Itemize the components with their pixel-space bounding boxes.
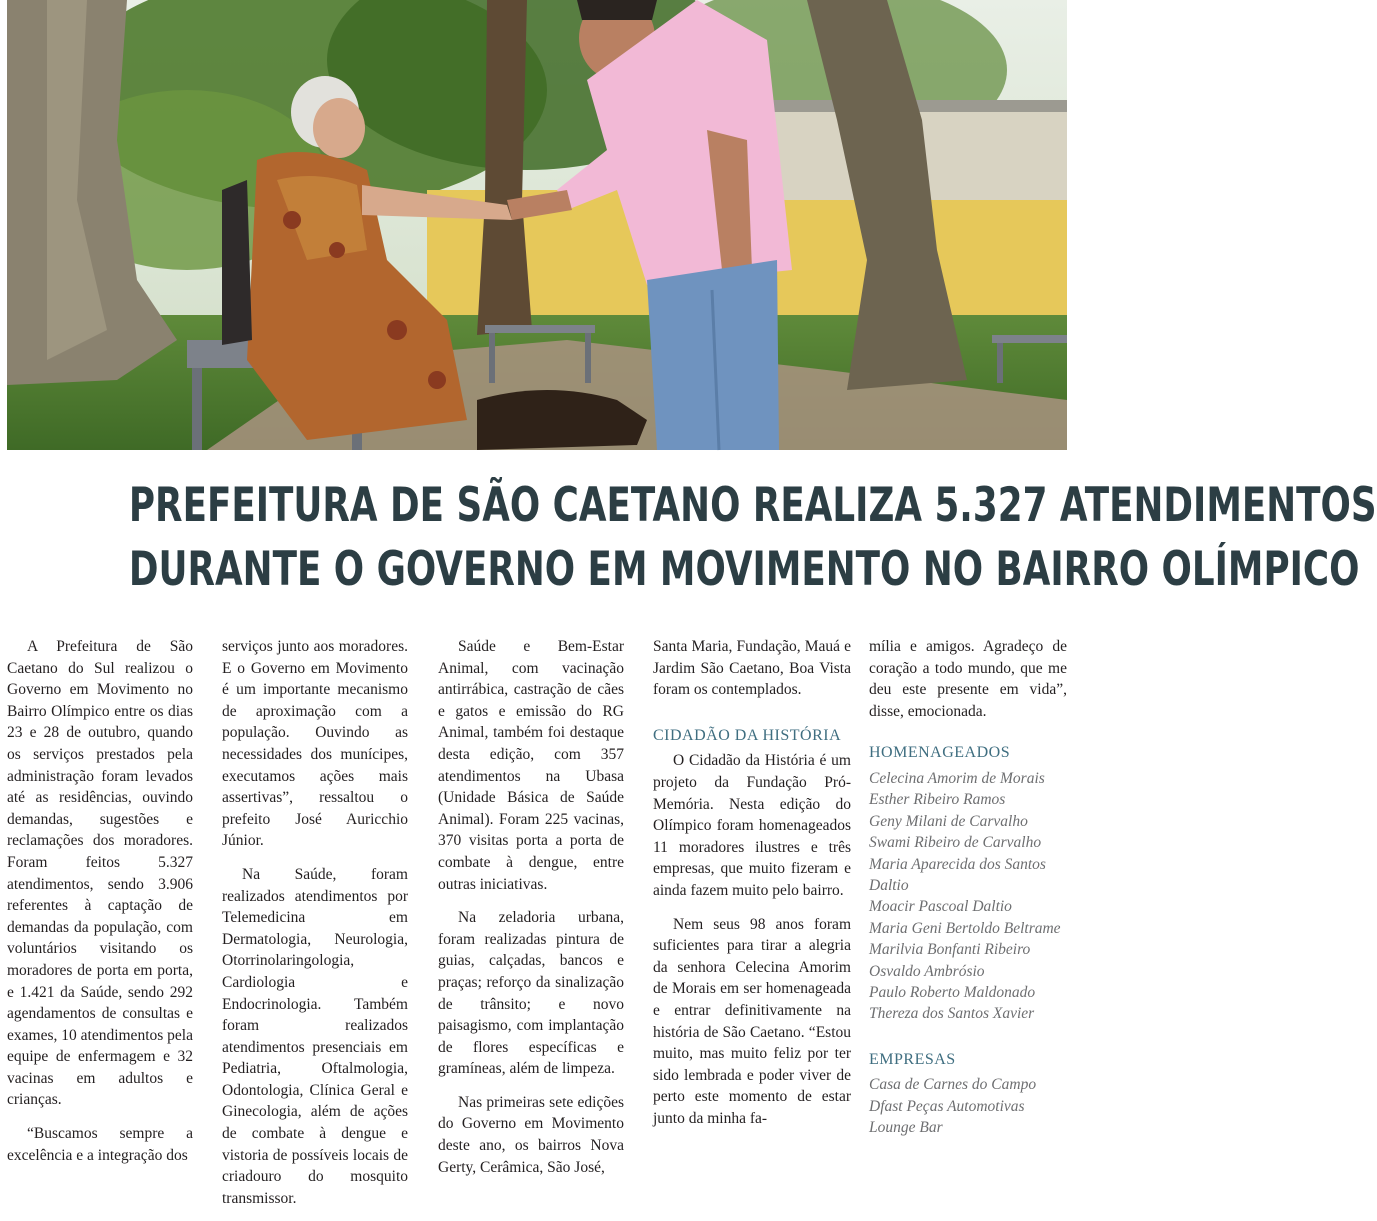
- list-item: Celecina Amorim de Morais: [869, 769, 1045, 787]
- list-item: Geny Milani de Carvalho: [869, 812, 1028, 830]
- list-item: Maria Geni Bertoldo Beltrame: [869, 919, 1061, 937]
- paragraph: Santa Maria, Fundação, Mauá e Jardim São Caetano, Boa Vista foram os contemplados.: [653, 638, 851, 699]
- article-column-3: [438, 636, 624, 1190]
- section-heading-cidadao: CIDADÃO DA HISTÓRIA: [653, 726, 842, 744]
- paragraph: Nas primeiras sete edições do Governo em Movimento deste ano, os bairros Nova Gerty, Cerâmica, São José,: [438, 1093, 624, 1176]
- list-item: Swami Ribeiro de Carvalho: [869, 834, 1042, 852]
- paragraph: Na zeladoria urbana, foram realizadas pintura de guias, calçadas, bancos e praças; reforço da sinalização de trânsito; e novo paisagismo, com implantação de flores específicas e gramíneas, além de limpeza.: [438, 909, 624, 1078]
- article-column-5: [869, 636, 1067, 1139]
- park-handshake-illustration: [7, 0, 1067, 450]
- section-heading-empresas: EMPRESAS: [869, 1050, 956, 1068]
- list-item: Dfast Peças Automotivas: [869, 1097, 1025, 1115]
- paragraph: “Buscamos sempre a excelência e a integração dos: [7, 1125, 193, 1164]
- list-item: Esther Ribeiro Ramos: [869, 791, 1006, 809]
- list-item: Osvaldo Ambrósio: [869, 962, 985, 980]
- list-item: Marilvia Bonfanti Ribeiro: [869, 941, 1031, 959]
- paragraph: serviços junto aos moradores. E o Governo em Movimento é um importante mecanismo de aproximação com a população. Ouvindo as necessidades dos munícipes, executamos ações mais assertivas”, ressaltou o prefeito José Auricchio Júnior.: [222, 638, 408, 850]
- list-item: Moacir Pascoal Daltio: [869, 898, 1012, 916]
- paragraph: Na Saúde, foram realizados atendimentos por Telemedicina em Dermatologia, Neurologia, Otorrinolaringologia, Cardiologia e Endocrinologia. Também foram realizados atendimentos presenciais em Pediatria, Oftalmologia, Odontologia, Clínica Geral e Ginecologia, além de ações de combate à dengue e vistoria de possíveis locais de criadouro do mosquito transmissor.: [222, 865, 408, 1207]
- article-headline: [0, 474, 1377, 602]
- list-item: Thereza dos Santos Xavier: [869, 1005, 1035, 1023]
- paragraph: Nem seus 98 anos foram suficientes para tirar a alegria da senhora Celecina Amorim de Morais em ser homenageada e entrar definitivamente na história de São Caetano. “Estou muito, mas muito feliz por ter sido lembrada e poder viver de perto este momento de estar junto da minha fa-: [653, 915, 851, 1127]
- article-column-1: [7, 636, 193, 1178]
- article-photo: [7, 0, 1067, 450]
- list-item: Lounge Bar: [869, 1119, 943, 1137]
- list-item: Maria Aparecida dos Santos Daltio: [869, 855, 1046, 894]
- list-item: Paulo Roberto Maldonado: [869, 984, 1036, 1002]
- section-heading-homenageados: HOMENAGEADOS: [869, 744, 1011, 762]
- honorees-list: [869, 768, 1067, 1025]
- headline-line-2: DURANTE O GOVERNO EM MOVIMENTO NO BAIRRO OLÍMPICO: [128, 542, 1360, 597]
- paragraph: A Prefeitura de São Caetano do Sul realizou o Governo em Movimento no Bairro Olímpico entre os dias 23 e 28 de outubro, quando os serviços prestados pela administração foram levados até as residências, ouvindo demandas, sugestões e reclamações dos moradores. Foram feitos 5.327 atendimentos, sendo 3.906 referentes à captação de demandas da população, com voluntários visitando os moradores de porta em porta, e 1.421 da Saúde, sendo 292 agendamentos de consultas e exames, 10 atendimentos pela equipe de enfermagem e 32 vacinas em adultos e crianças.: [7, 638, 193, 1109]
- paragraph: mília e amigos. Agradeço de coração a todo mundo, que me deu este presente em vida”, disse, emocionada.: [869, 638, 1067, 720]
- list-item: Casa de Carnes do Campo: [869, 1076, 1037, 1094]
- paragraph: Saúde e Bem-Estar Animal, com vacinação antirrábica, castração de cães e gatos e emissão do RG Animal, também foi destaque desta edição, com 357 atendimentos na Ubasa (Unidade Básica de Saúde Animal). Foram 225 vacinas, 370 visitas porta a porta de combate à dengue, entre outras iniciativas.: [438, 638, 624, 893]
- article-column-4: [653, 636, 851, 1141]
- paragraph: O Cidadão da História é um projeto da Fundação Pró-Memória. Nesta edição do Olímpico foram homenageados 11 moradores ilustres e três empresas, que muito fizeram e ainda fazem muito pelo bairro.: [653, 752, 851, 899]
- companies-list: [869, 1074, 1067, 1138]
- headline-line-1: PREFEITURA DE SÃO CAETANO REALIZA 5.327 ATENDIMENTOS: [128, 478, 1377, 533]
- article-column-2: [222, 636, 408, 1221]
